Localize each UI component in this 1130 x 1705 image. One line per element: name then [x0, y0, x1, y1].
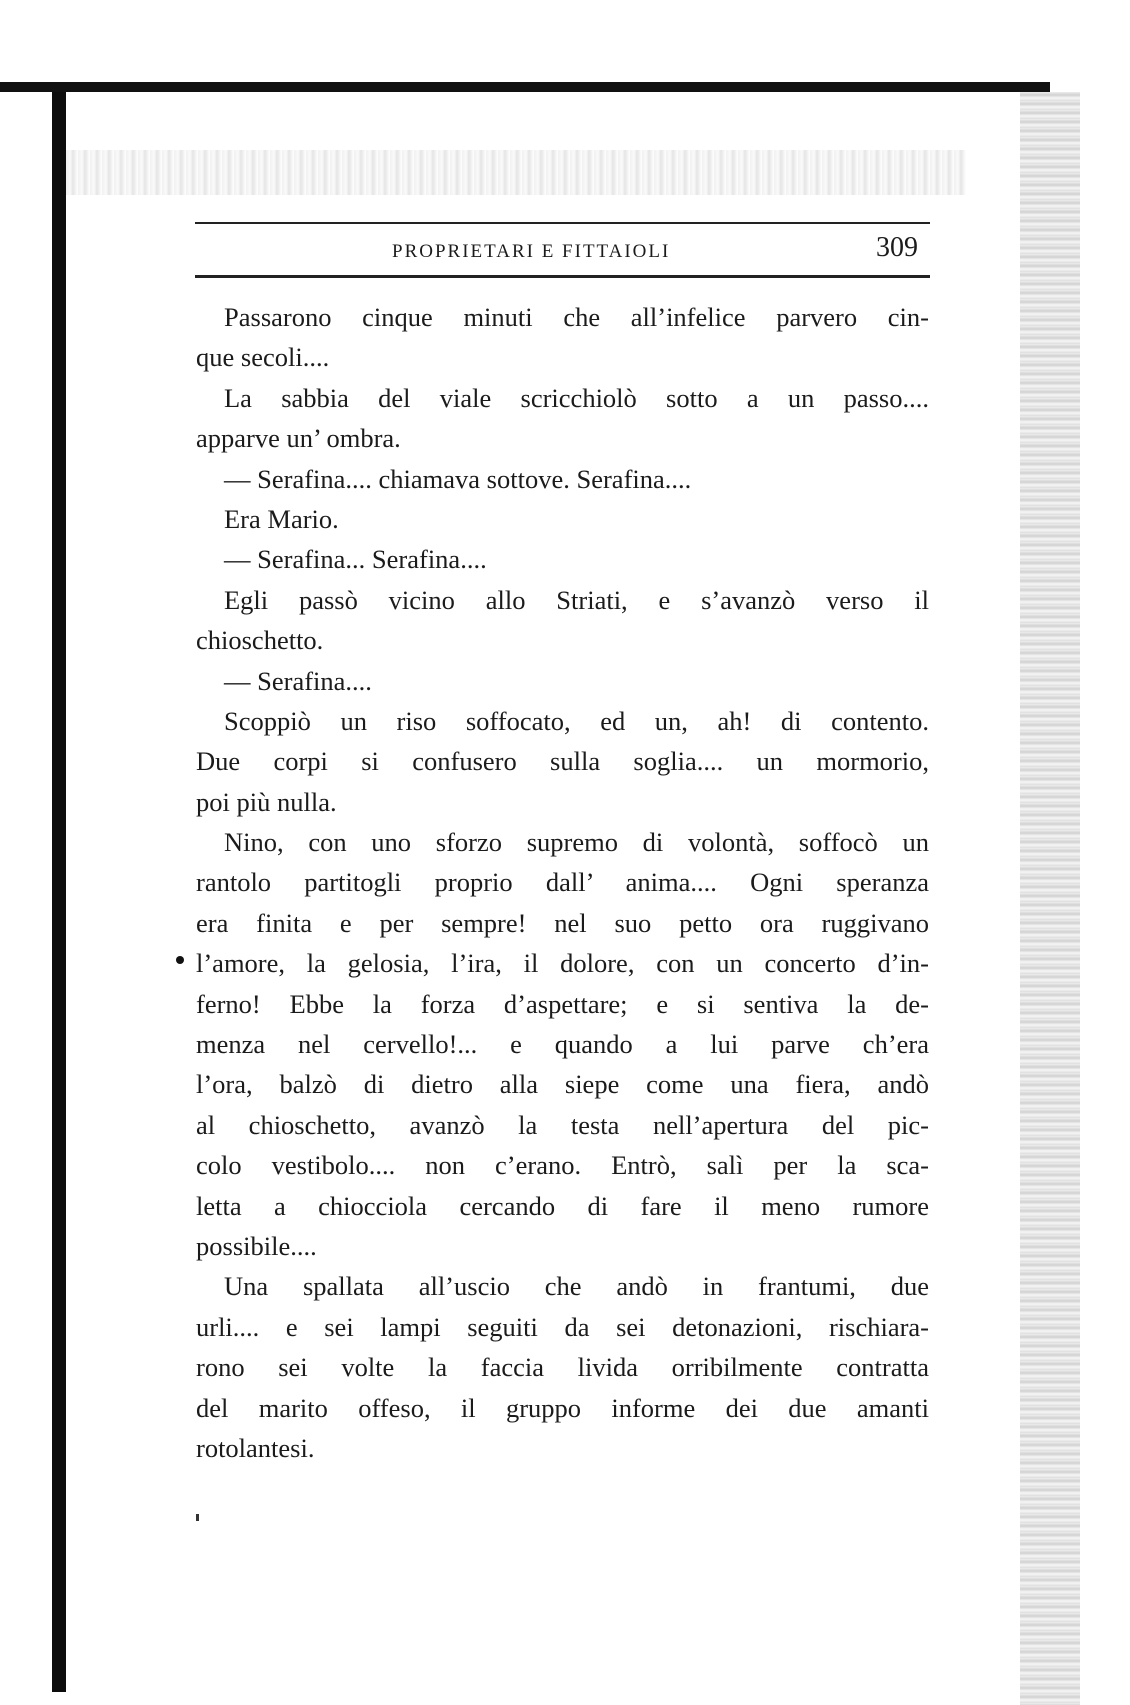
text-line: al chioschetto, avanzò la testa nell’apertura del pic-	[196, 1109, 929, 1140]
text-line: Era Mario.	[224, 503, 339, 534]
text-line: — Serafina... Serafina....	[224, 544, 487, 575]
text-line: ferno! Ebbe la forza d’aspettare; e si sentiva la de-	[196, 988, 929, 1019]
text-line: apparve un’ ombra.	[196, 423, 401, 454]
body-text	[196, 297, 929, 1468]
text-line: Due corpi si confusero sulla soglia.... un mormorio,	[196, 746, 929, 777]
text-line: — Serafina....	[224, 665, 372, 696]
text-line: rono sei volte la faccia livida orribilmente contratta	[196, 1352, 929, 1383]
margin-mark	[176, 956, 184, 964]
text-line: del marito offeso, il gruppo informe dei due amanti	[196, 1392, 929, 1423]
text-line: Passarono cinque minuti che all’infelice parvero cin-	[224, 302, 929, 332]
text-line: rantolo partitogli proprio dall’ anima.... Ogni speranza	[196, 867, 929, 898]
text-line: menza nel cervello!... e quando a lui parve ch’era	[196, 1029, 929, 1060]
scan-bleed-through	[66, 150, 966, 195]
text-line: La sabbia del viale scricchiolò sotto a un passo....	[224, 382, 929, 413]
text-line: chioschetto.	[196, 625, 324, 656]
text-line: letta a chiocciola cercando di fare il meno rumore	[196, 1190, 929, 1221]
text-line: que secoli....	[196, 342, 330, 373]
text-line: Scoppiò un riso soffocato, ed un, ah! di contento.	[224, 705, 929, 736]
header-rule-top	[195, 222, 930, 224]
text-line: colo vestibolo.... non c’erano. Entrò, salì per la sca-	[196, 1150, 929, 1181]
scan-top-border	[0, 82, 1050, 92]
running-head	[195, 232, 930, 272]
text-line: possibile....	[196, 1230, 317, 1261]
text-line: l’amore, la gelosia, l’ira, il dolore, con un concerto d’in-	[196, 948, 929, 979]
text-line: — Serafina.... chiamava sottove. Serafina....	[224, 463, 692, 494]
text-line: poi più nulla.	[196, 786, 337, 817]
header-rule-bottom	[195, 275, 930, 278]
text-line: rotolantesi.	[196, 1432, 315, 1463]
text-line: Una spallata all’uscio che andò in frantumi, due	[224, 1271, 929, 1302]
stray-ink-mark	[196, 1514, 199, 1521]
scan-binding-edge	[52, 92, 66, 1692]
text-line: era finita e per sempre! nel suo petto ora ruggivano	[196, 907, 929, 938]
scan-page-edge-texture	[1020, 92, 1080, 1705]
page-number: 309	[876, 232, 918, 263]
text-line: urli.... e sei lampi seguiti da sei detonazioni, rischiara-	[196, 1311, 929, 1342]
running-title: PROPRIETARI E FITTAIOLI	[392, 241, 671, 262]
text-line: Nino, con uno sforzo supremo di volontà, soffocò un	[224, 827, 929, 858]
text-line: l’ora, balzò di dietro alla siepe come una fiera, andò	[196, 1069, 929, 1100]
text-line: Egli passò vicino allo Striati, e s’avanzò verso il	[224, 584, 929, 615]
